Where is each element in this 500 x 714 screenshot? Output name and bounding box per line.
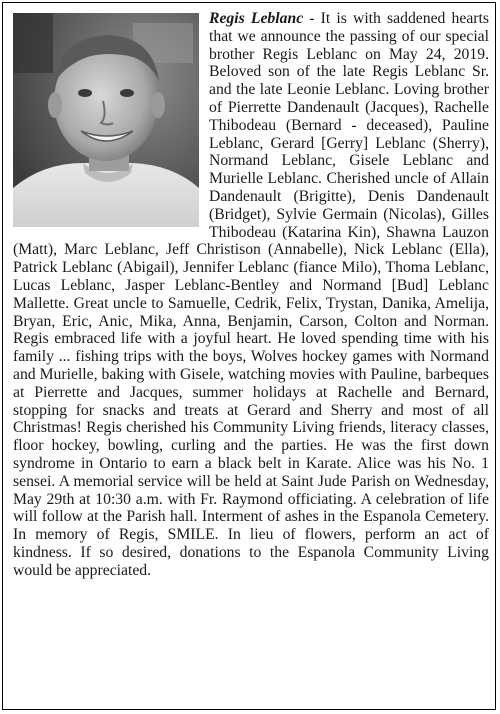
obituary-content	[13, 10, 489, 580]
obituary-body: It is with saddened hearts that we announce the passing of our special brother Regis Leblanc on May 24, 2019. Beloved son of the late Regis Leblanc Sr. and the late Leonie Leblanc. Loving brother of Pierrette Dandenault (Jacques), Rachelle Thibodeau (Bernard - deceased), Pauline Leblanc, Gerard [Gerry] Leblanc (Sherry), Normand Leblanc, Gisele Leblanc and Murielle Leblanc. Cherished uncle of Allain Dandenault (Brigitte), Denis Dandenault (Bridget), Sylvie Germain (Nicolas), Gilles Thibodeau (Katarina Kin), Shawna Lauzon (Matt), Marc Leblanc, Jeff Christison (Annabelle), Nick Leblanc (Ella), Patrick Leblanc (Abigail), Jennifer Leblanc (fiance Milo), Thoma Leblanc, Lucas Leblanc, Jasper Leblanc-Bentley and Normand [Bud] Leblanc Mallette. Great uncle to Samuelle, Cedrik, Felix, Trystan, Danika, Amelija, Bryan, Eric, Anic, Mika, Anna, Benjamin, Carson, Colton and Norman. Regis embraced life with a joyful heart. He loved spending time with his family ... fishing trips with the boys, Wolves hockey games with Normand and Murielle, baking with Gisele, watching movies with Pauline, barbeques at Pierrette and Jacques, summer holidays at Rachelle and Bernard, stopping for snacks and treats at Gerard and Sherry and most of all Christmas! Regis cherished his Community Living friends, literacy classes, floor hockey, bowling, curling and the parties. He was the first down syndrome in Ontario to earn a black belt in Karate. Alice was his No. 1 sensei. A memorial service will be held at Saint Jude Parish on Wednesday, May 29th at 10:30 a.m. with Fr. Raymond officiating. A celebration of life will follow at the Parish hall. Interment of ashes in the Espanola Cemetery. In memory of Regis, SMILE. In lieu of flowers, perform an act of kindness. If so desired, donations to the Espanola Community Living would be appreciated.	[13, 10, 489, 579]
portrait-image	[13, 13, 199, 227]
name-separator: -	[303, 10, 321, 27]
obituary-frame	[2, 2, 496, 710]
deceased-name: Regis Leblanc	[209, 10, 304, 27]
portrait-photo	[13, 13, 199, 227]
